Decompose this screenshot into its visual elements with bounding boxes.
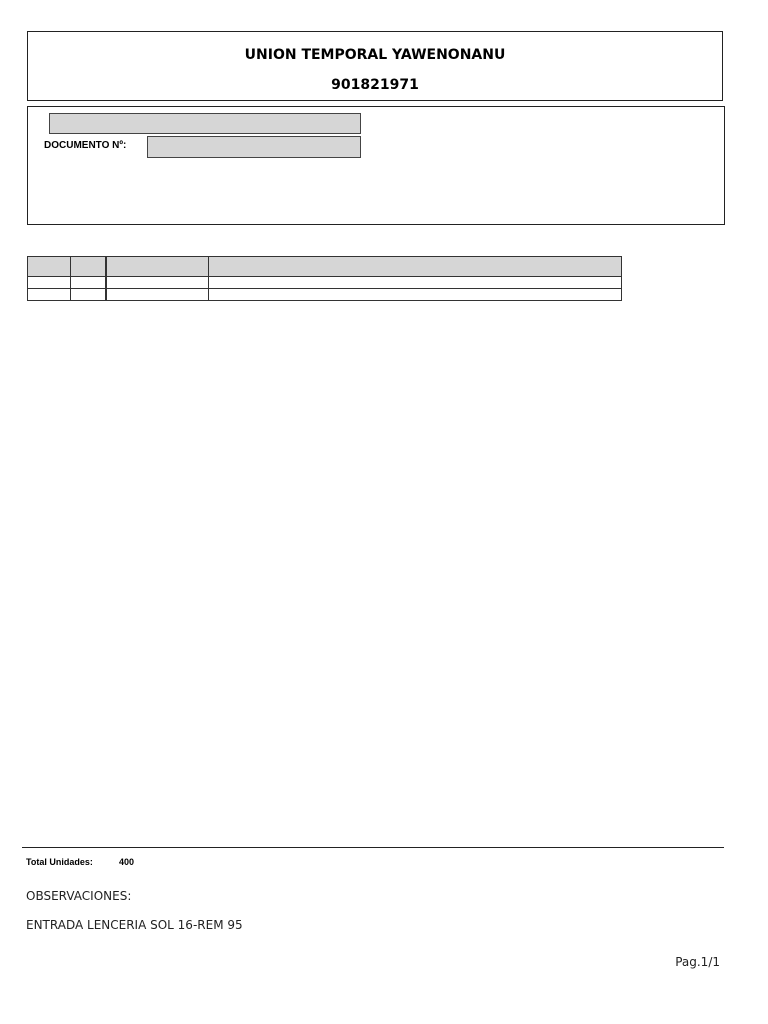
footer-divider	[22, 847, 724, 848]
table-cell	[106, 289, 209, 301]
table-cell	[28, 289, 71, 301]
company-header	[27, 31, 723, 101]
table-row	[28, 277, 622, 289]
table-row	[28, 289, 622, 301]
table-header-cell	[71, 257, 106, 277]
observations-text: ENTRADA LENCERIA SOL 16-REM 95	[26, 918, 243, 932]
total-units-label: Total Unidades:	[26, 857, 93, 867]
table-cell	[71, 277, 106, 289]
table-cell	[209, 289, 622, 301]
document-number-label: DOCUMENTO Nº:	[44, 140, 127, 151]
document-number-field	[147, 136, 361, 158]
table-cell	[209, 277, 622, 289]
page-number: Pag.1/1	[675, 955, 720, 969]
document-info-box	[27, 106, 725, 225]
table-cell	[28, 277, 71, 289]
table-header-cell	[209, 257, 622, 277]
table-cell	[106, 277, 209, 289]
items-table	[27, 256, 622, 301]
company-name: UNION TEMPORAL YAWENONANU	[244, 47, 506, 63]
total-units-value: 400	[119, 857, 135, 867]
table-header-row	[28, 257, 622, 277]
table-header-cell	[106, 257, 209, 277]
observations-label: OBSERVACIONES:	[26, 889, 132, 903]
company-nit: 901821971	[331, 77, 419, 93]
document-top-field	[49, 113, 361, 134]
table-header-cell	[28, 257, 71, 277]
table-cell	[71, 289, 106, 301]
